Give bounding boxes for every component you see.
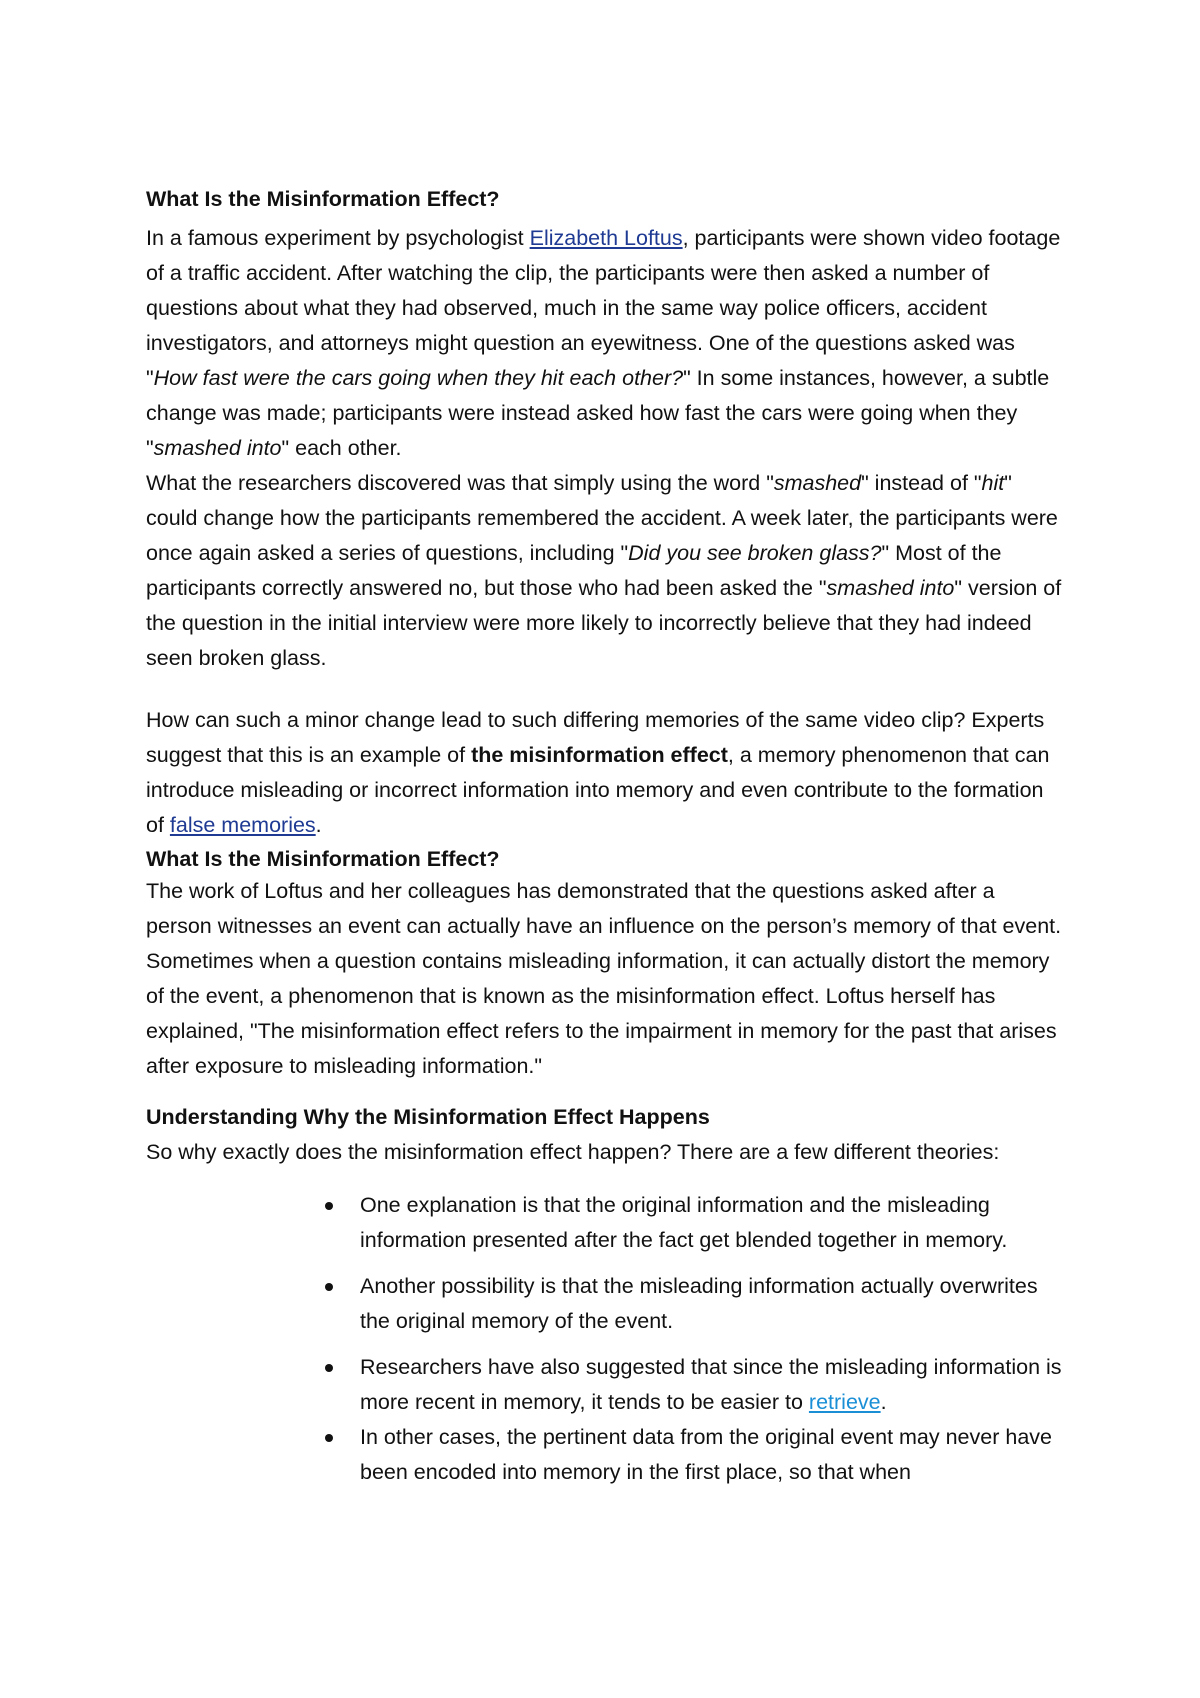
elizabeth-loftus-link[interactable]: Elizabeth Loftus (529, 226, 683, 250)
list-item: Another possibility is that the misleading information actually overwrites the original memory of the event. (360, 1269, 1066, 1339)
section-heading: What Is the Misinformation Effect? (146, 187, 500, 211)
list-item: One explanation is that the original information and the misleading information presented after the fact get blended together in memory. (360, 1188, 1066, 1258)
list-item: Researchers have also suggested that since the misleading information is more recent in memory, it tends to be easier to retrieve. (360, 1350, 1066, 1420)
paragraph-findings: What the researchers discovered was that simply using the word "smashed" instead of "hit" could change how the participants remembered the accident. A week later, the participants were once again asked a series of questions, including "Did you see broken glass?" Most of the participants correctly answered no, but those who had been asked the "smashed into" version of the question in the initial interview were more likely to incorrectly believe that they had indeed seen broken glass. (146, 471, 1062, 670)
false-memories-link[interactable]: false memories (169, 813, 316, 837)
bullet-icon (325, 1202, 333, 1210)
bullet-icon (325, 1283, 333, 1291)
document-page (146, 182, 1066, 1501)
paragraph-theories-intro: So why exactly does the misinformation effect happen? There are a few different theories: (146, 1140, 1000, 1164)
bullet-icon (325, 1364, 333, 1372)
paragraph-loftus-work: The work of Loftus and her colleagues has demonstrated that the questions asked after a person witnesses an event can actually have an influence on the person’s memory of that event. Sometimes when a question contains misleading information, it can actually distort the memory of the event, a phenomenon that is known as the misinformation effect. Loftus herself has explained, "The misinformation effect refers to the impairment in memory for the past that arises after exposure to misleading information." (146, 879, 1062, 1078)
paragraph-misinformation-intro: How can such a minor change lead to such differing memories of the same video clip? Experts suggest that this is an example of the misinformation effect, a memory phenomenon that can introduce misleading or incorrect information into memory and even contribute to the formation of false memories. (146, 708, 1050, 837)
section-heading-2: What Is the Misinformation Effect? (146, 847, 500, 871)
theories-list (146, 1188, 1066, 1490)
section-heading-3: Understanding Why the Misinformation Effect Happens (146, 1105, 710, 1129)
list-item: In other cases, the pertinent data from the original event may never have been encoded into memory in the first place, so that when (360, 1420, 1066, 1490)
retrieve-link[interactable]: retrieve (808, 1390, 881, 1414)
bullet-icon (325, 1434, 333, 1442)
paragraph-experiment: In a famous experiment by psychologist Elizabeth Loftus, participants were shown video footage of a traffic accident. After watching the clip, the participants were then asked a number of questions about what they had observed, much in the same way police officers, accident investigators, and attorneys might question an eyewitness. One of the questions asked was "How fast were the cars going when they hit each other?" In some instances, however, a subtle change was made; participants were instead asked how fast the cars were going when they "smashed into" each other. (146, 226, 1061, 460)
